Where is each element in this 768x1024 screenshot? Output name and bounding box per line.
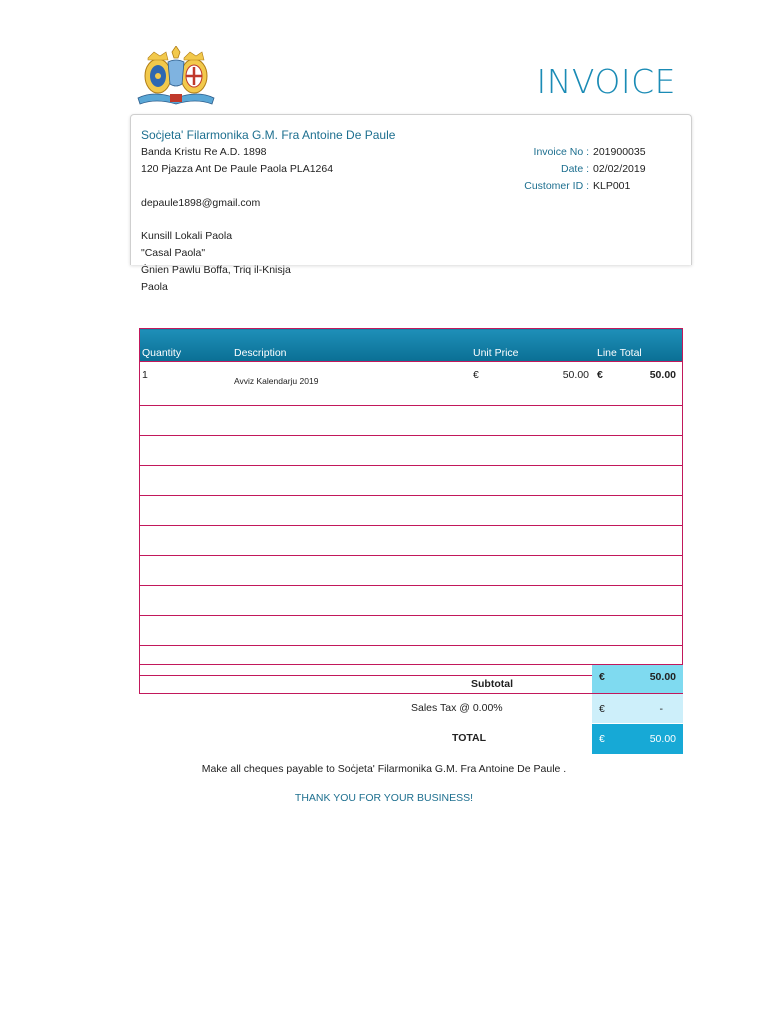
bill-to-line4: Paola [141, 281, 168, 293]
sales-tax-label [411, 702, 503, 714]
sender-email: depaule1898@gmail.com [141, 197, 261, 209]
row-quantity: 1 [139, 362, 231, 406]
customer-id-label: Customer ID : [524, 180, 589, 192]
invoice-title: INVOICE [536, 62, 676, 101]
sales-tax-value-cell [592, 694, 683, 723]
bill-to-line1: Kunsill Lokali Paola [141, 230, 233, 242]
sales-tax-currency: € [599, 703, 605, 715]
thank-you-note: THANK YOU FOR YOUR BUSINESS! [294, 792, 474, 804]
sales-tax-rate: 0.00% [472, 702, 503, 714]
row-total-currency: € [597, 369, 603, 381]
table-row [139, 436, 683, 466]
subtotal-value: 50.00 [649, 671, 676, 683]
row-unit-currency: € [473, 369, 479, 381]
invoice-no-value: 201900035 [593, 146, 646, 158]
table-row [139, 616, 683, 646]
bill-to-line2: "Casal Paola" [141, 247, 206, 259]
date-label: Date : [560, 163, 589, 175]
bill-to-line3: Ġnien Pawlu Boffa, Triq il-Knisja [141, 264, 291, 276]
total-label: TOTAL [452, 732, 487, 744]
subtotal-value-cell [592, 665, 683, 693]
row-description: Avviz Kalendarju 2019 [231, 362, 470, 406]
total-value: 50.00 [649, 733, 676, 745]
sender-line1: Banda Kristu Re A.D. 1898 [141, 146, 267, 158]
sender-name: Soċjeta' Filarmonika G.M. Fra Antoine De Paule [141, 128, 396, 142]
table-row [139, 362, 683, 406]
row-unit-price-cell [470, 362, 594, 406]
cheques-note: Make all cheques payable to Soċjeta' Filarmonika G.M. Fra Antoine De Paule . [201, 763, 567, 775]
header-unit-price: Unit Price [470, 329, 594, 362]
customer-id-value: KLP001 [593, 180, 631, 192]
sender-address: 120 Pjazza Ant De Paule Paola PLA1264 [141, 163, 334, 175]
subtotal-label: Subtotal [471, 678, 513, 690]
header-quantity: Quantity [139, 329, 231, 362]
header-line-total: Line Total [594, 329, 683, 362]
sales-tax-value: - [659, 703, 663, 715]
total-value-cell [592, 724, 683, 754]
total-currency: € [599, 733, 605, 745]
table-header-row [139, 329, 683, 362]
table-row [139, 586, 683, 616]
table-row [139, 466, 683, 496]
header-description: Description [231, 329, 470, 362]
society-crest-logo [134, 46, 218, 110]
table-row [139, 496, 683, 526]
sales-tax-text: Sales Tax @ [411, 702, 470, 714]
row-line-total: 50.00 [649, 369, 676, 381]
table-row [139, 406, 683, 436]
date-value: 02/02/2019 [593, 163, 646, 175]
table-row [139, 556, 683, 586]
invoice-no-label: Invoice No : [533, 146, 589, 158]
row-unit-price: 50.00 [562, 369, 589, 381]
table-row [139, 526, 683, 556]
subtotal-currency: € [599, 671, 605, 683]
items-table [139, 328, 683, 676]
row-line-total-cell [594, 362, 683, 406]
